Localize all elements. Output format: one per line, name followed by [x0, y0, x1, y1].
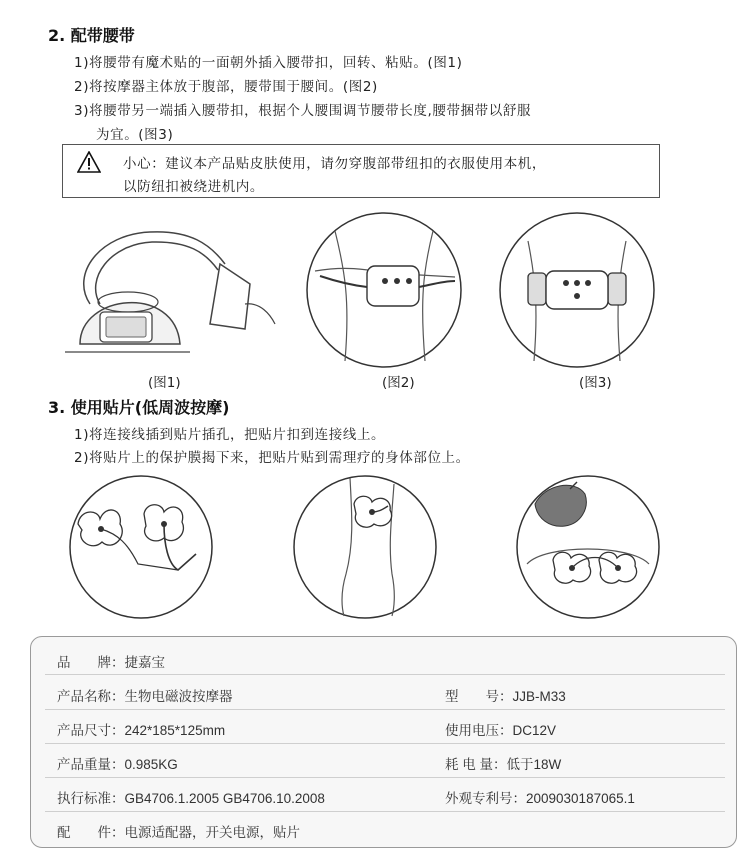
figure-patch-on-knee: [292, 474, 438, 620]
warning-box: [62, 144, 660, 198]
section-2-title: 2. 配带腰带: [48, 26, 135, 45]
spec-product-name: 产品名称：生物电磁波按摩器: [57, 689, 233, 704]
figure-1-caption: (图1): [148, 375, 181, 391]
figure-2-belt-on-waist: [305, 211, 463, 369]
spec-accessories: 配 件：电源适配器，开关电源，贴片: [57, 825, 300, 840]
spec-size: 产品尺寸：242*185*125mm: [57, 723, 226, 738]
warning-triangle-icon: [77, 151, 101, 173]
step-2-3: 3)将腰带另一端插入腰带扣，根据个人腰围调节腰带长度,腰带捆带以舒服: [74, 103, 532, 119]
figure-3-belt-adjusted: [498, 211, 656, 369]
warning-text-line2: 以防纽扣被绕进机内。: [123, 179, 264, 195]
step-2-1: 1)将腰带有魔术贴的一面朝外插入腰带扣，回转、粘贴。(图1): [74, 55, 463, 71]
spec-divider: [45, 777, 725, 778]
step-2-3-cont: 为宜。(图3): [96, 127, 174, 143]
warning-text-line1: 小心：建议本产品贴皮肤使用，请勿穿腹部带纽扣的衣服使用本机，: [123, 156, 546, 172]
spec-power: 耗 电 量：低于18W: [445, 757, 562, 772]
section-3-title: 3. 使用贴片(低周波按摩): [48, 398, 230, 417]
step-2-2: 2)将按摩器主体放于腹部，腰带围于腰间。(图2): [74, 79, 378, 95]
step-3-1: 1)将连接线插到贴片插孔，把贴片扣到连接线上。: [74, 427, 386, 443]
spec-divider: [45, 811, 725, 812]
spec-standard: 执行标准：GB4706.1.2005 GB4706.10.2008: [57, 791, 325, 806]
spec-divider: [45, 674, 725, 675]
spec-divider: [45, 709, 725, 710]
spec-divider: [45, 743, 725, 744]
spec-patent: 外观专利号：2009030187065.1: [445, 791, 635, 806]
figure-3-caption: (图3): [579, 375, 612, 391]
spec-voltage: 使用电压：DC12V: [445, 723, 557, 738]
spec-weight: 产品重量：0.985KG: [57, 757, 178, 772]
figure-1-belt-device: [60, 214, 280, 364]
figure-2-caption: (图2): [382, 375, 415, 391]
spec-table: [30, 636, 737, 848]
spec-model: 型 号：JJB-M33: [445, 689, 566, 704]
figure-patch-on-back: [515, 474, 661, 620]
step-3-2: 2)将贴片上的保护膜揭下来，把贴片贴到需理疗的身体部位上。: [74, 450, 470, 466]
figure-patch-with-cable: [68, 474, 214, 620]
spec-brand: 品 牌：捷嘉宝: [57, 655, 165, 670]
